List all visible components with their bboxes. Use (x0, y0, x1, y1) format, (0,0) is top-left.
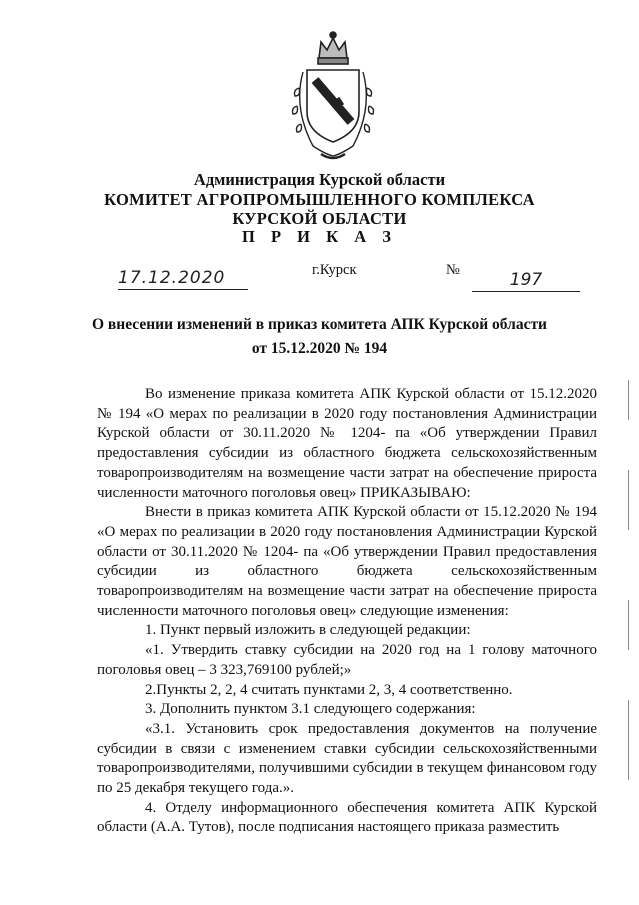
scan-edge-marks (609, 0, 639, 905)
paragraph-item-3-text: «3.1. Установить срок предоставления документов на получение субсидии в связи с изменением ставки субсидии сельскохозяйственными товаропроизводителями, получившими субсидии в текущем финансовом году по 25 декабря текущего года.». (97, 720, 597, 797)
subject-line-2: от 15.12.2020 № 194 (251, 340, 388, 357)
paragraph-item-1-text: «1. Утвердить ставку субсидии на 2020 год на 1 голову маточного поголовья овец – 3 323,769100 рублей;» (97, 642, 597, 678)
issuer-region: КУРСКОЙ ОБЛАСТИ (232, 209, 407, 228)
issuer-administration: Администрация Курской области (193, 170, 446, 189)
number-sign: № (446, 262, 460, 278)
subject-line-1: О внесении изменений в приказ комитета АПК Курской области (92, 316, 547, 333)
document-body (97, 385, 597, 838)
paragraph-item-3: 3. Дополнить пунктом 3.1 следующего содержания: (145, 701, 476, 718)
paragraph-preamble: Во изменение приказа комитета АПК Курской области от 15.12.2020 № 194 «О мерах по реализации в 2020 году постановления Администрации Курской области от 30.11.2020 № 1204- па «Об утверждении Правил предоставления субсидии из областного бюджета сельскохозяйственным товаропроизводителям на возмещение части затрат на обеспечение прироста численности маточного поголовья овец» ПРИКАЗЫВАЮ: (97, 386, 597, 501)
paragraph-item-1: 1. Пункт первый изложить в следующей редакции: (145, 622, 471, 639)
paragraph-item-2: 2.Пункты 2, 2, 4 считать пунктами 2, 3, 4 соответственно. (145, 681, 513, 698)
date-number-row (0, 262, 639, 302)
coat-of-arms-emblem (285, 28, 381, 164)
handwritten-date: 17.12.2020 (118, 268, 248, 290)
paragraph-amend: Внести в приказ комитета АПК Курской области от 15.12.2020 № 194 «О мерах по реализации в 2020 году постановления Администрации Курской области от 30.11.2020 № 1204- па «Об утверждении Правил предоставления субсидии из областного бюджета сельскохозяйственным товаропроизводителям на возмещение части затрат на обеспечение прироста численности маточного поголовья овец» следующие изменения: (97, 504, 597, 619)
handwritten-number: 197 (472, 270, 580, 292)
paragraph-item-4: 4. Отделу информационного обеспечения комитета АПК Курской области (А.А. Тутов), после подписания настоящего приказа разместить (97, 799, 597, 836)
document-type: П Р И К А З (242, 227, 397, 246)
issuer-committee: КОМИТЕТ АГРОПРОМЫШЛЕННОГО КОМПЛЕКСА (104, 190, 535, 209)
city-label: г.Курск (312, 262, 357, 278)
